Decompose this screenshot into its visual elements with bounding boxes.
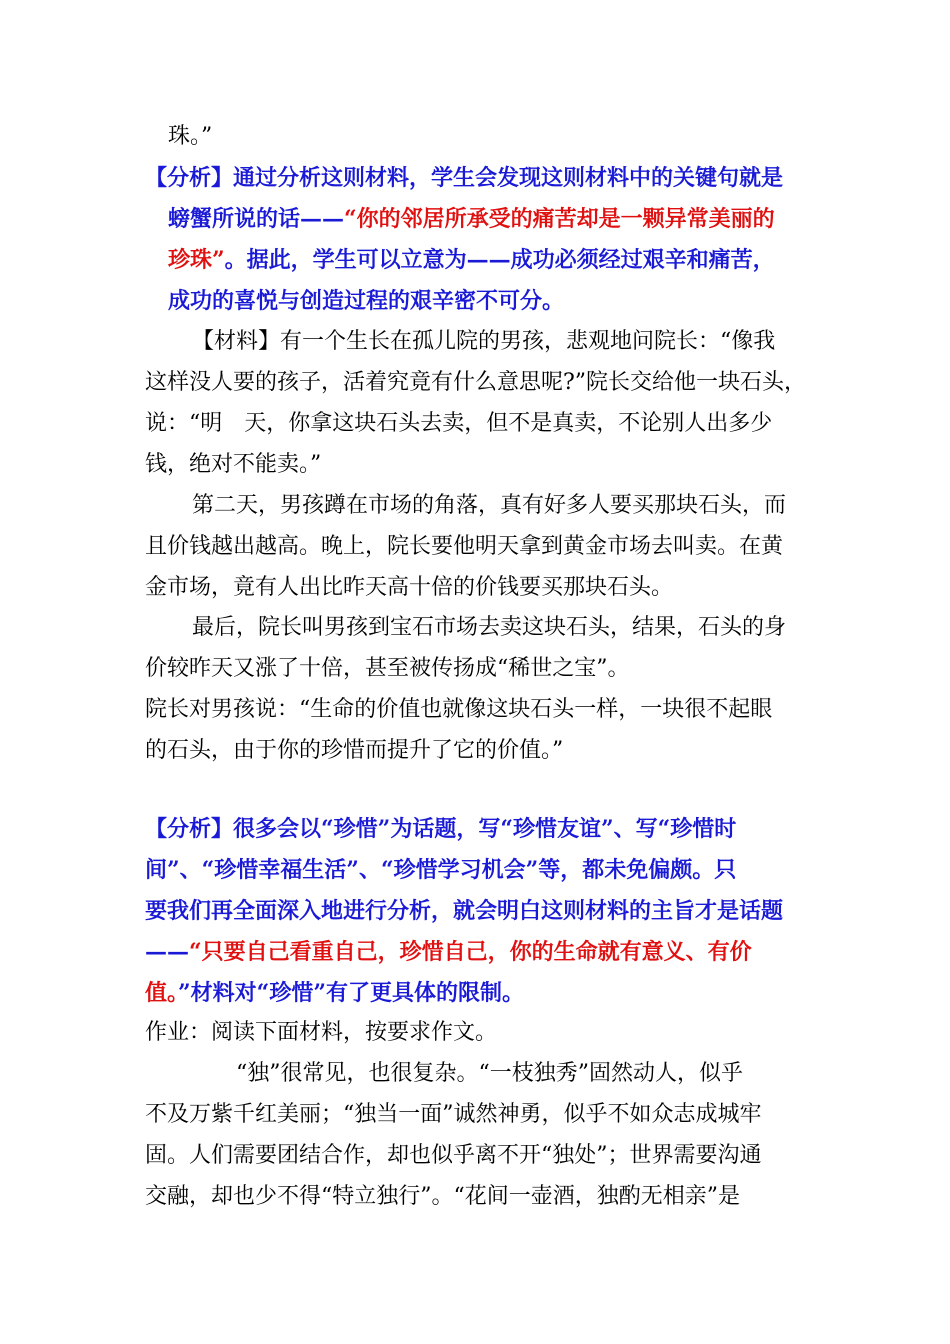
homework-line2: 不及万紫千红美丽；“独当一面”诚然神勇，似乎不如众志成城牢 [145,1102,762,1127]
analysis1-label: 【分析】 [145,165,234,191]
analysis2-text5-red: 值。 [145,980,179,1006]
homework-title: 作业：阅读下面材料，按要求作文。 [145,1020,498,1045]
material-p2-line1: 第二天，男孩蹲在市场的角落，真有好多人要买那块石头，而 [192,493,787,518]
analysis1-text3-red: 珍珠” [168,247,225,273]
analysis2-text4-red: “只要自己看重自己，珍惜自己，你的生命就有意义、有价 [189,939,752,965]
material-p4-line2: 的石头，由于你的珍惜而提升了它的价值。” [145,738,564,763]
material-p1-line1: 【材料】有一个生长在孤儿院的男孩，悲观地问院长：“像我 [192,329,776,354]
material-p2-line3: 金市场，竟有人出比昨天高十倍的价钱要买那块石头。 [145,575,674,600]
analysis1-line1 [145,163,783,194]
analysis2-text1: 很多会以“珍惜”为话题，写“珍惜友谊”、写“珍惜时 [233,816,737,842]
material-p3-line1: 最后，院长叫男孩到宝石市场去卖这块石头，结果，石头的身 [192,615,787,640]
analysis2-label: 【分析】 [145,816,234,842]
homework-line4: 交融，却也少不得“特立独行”。“花间一壶酒，独酌无相亲”是 [145,1184,740,1209]
analysis2-line4 [145,937,752,968]
analysis1-text1: 通过分析这则材料，学生会发现这则材料中的关键句就是 [233,165,784,191]
analysis1-line4: 成功的喜悦与创造过程的艰辛密不可分。 [168,288,565,314]
material-p1-line4: 钱，绝对不能卖。” [145,452,322,477]
analysis1-line2 [168,204,775,235]
analysis2-line2: 间”、“珍惜幸福生活”、“珍惜学习机会”等，都未免偏颇。只 [145,857,737,883]
analysis2-line5 [145,978,524,1009]
material-p3-line2: 价较昨天又涨了十倍，甚至被传扬成“稀世之宝”。 [145,656,630,681]
analysis1-text2-red: “你的邻居所承受的痛苦却是一颗异常美丽的 [344,206,775,232]
analysis2-line3: 要我们再全面深入地进行分析，就会明白这则材料的主旨才是话题 [145,898,784,924]
analysis1-text2-blue: 螃蟹所说的话—— [168,206,345,232]
analysis1-text3-blue: 。据此，学生可以立意为——成功必须经过艰辛和痛苦， [224,247,775,273]
homework-line1: “独”很常见，也很复杂。“一枝独秀”固然动人，似乎 [236,1061,743,1086]
continuation-line: 珠。” [168,124,213,149]
material-p1-line3: 说：“明 天，你拿这块石头去卖，但不是真卖，不论别人出多少 [145,411,773,436]
material-p1-line2: 这样没人要的孩子，活着究竟有什么意思呢?”院长交给他一块石头， [145,370,807,395]
material-p4-line1: 院长对男孩说：“生命的价值也就像这块石头一样，一块很不起眼 [145,697,773,722]
analysis2-text4-blue: —— [145,939,189,965]
analysis2-line1 [145,814,736,844]
homework-line3: 固。人们需要团结合作，却也似乎离不开“独处”；世界需要沟通 [145,1143,762,1168]
analysis2-text5-blue: ”材料对“珍惜”有了更具体的限制。 [178,980,524,1006]
material-p2-line2: 且价钱越出越高。晚上，院长要他明天拿到黄金市场去叫卖。在黄 [145,534,784,559]
analysis1-line3 [168,245,775,276]
